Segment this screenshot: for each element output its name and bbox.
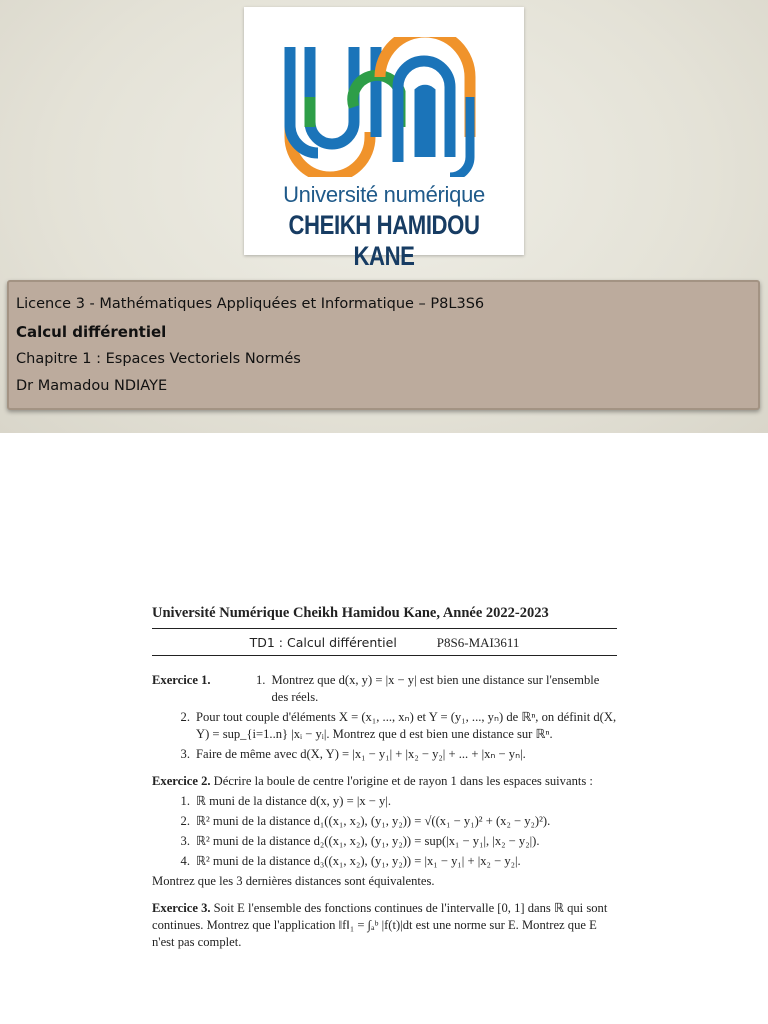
exercise-title: Exercice 2.: [152, 774, 211, 788]
author-line: Dr Mamadou NDIAYE: [16, 378, 168, 394]
list-item: ℝ² muni de la distance d₂((x₁, x₂), (y₁, y₂)) = sup(|x₁ − y₁|, |x₂ − y₂|).: [196, 834, 540, 848]
university-logo: [244, 7, 524, 271]
exercise-1: Exercice 1. 1. Montrez que d(x, y) = |x − y| est bien une distance sur l'ensemble des réels. 2. Pour tout couple d'éléments X = (x₁, ..., xₙ) et Y = (y₁, ..., yₙ) de ℝⁿ, on définit d(X, Y) = sup_{i=1..n} |xᵢ − yᵢ|. Montrez que d est bien une distance sur ℝⁿ. 3. Faire de même avec d(X, Y) = |x₁ − y₁| + |x₂ − y₂| + ... + |xₙ − yₙ|.: [152, 673, 617, 761]
list-item: Faire de même avec d(X, Y) = |x₁ − y₁| + |x₂ − y₂| + ... + |xₙ − yₙ|.: [196, 747, 526, 761]
exercise-3: [152, 900, 617, 951]
list-item: Pour tout couple d'éléments X = (x₁, ..., xₙ) et Y = (y₁, ..., yₙ) de ℝⁿ, on définit d(X, Y) = sup_{i=1..n} |xᵢ − yᵢ|. Montrez que d est bien une distance sur ℝⁿ.: [196, 710, 617, 741]
list-item: ℝ² muni de la distance d₃((x₁, x₂), (y₁, y₂)) = |x₁ − y₁| + |x₂ − y₂|.: [196, 854, 521, 868]
sheet-subheader: [152, 629, 617, 656]
list-item: ℝ² muni de la distance d₁((x₁, x₂), (y₁, y₂)) = √((x₁ − y₁)² + (x₂ − y₂)²).: [196, 814, 551, 828]
course-code: P8S6-MAI3611: [436, 635, 520, 650]
list-item: ℝ muni de la distance d(x, y) = |x − y|.: [196, 794, 392, 808]
exercise-conclusion: Montrez que les 3 dernières distances sont équivalentes.: [152, 874, 435, 888]
exercise-title: Exercice 1.: [152, 673, 211, 687]
program-line: Licence 3 - Mathématiques Appliquées et Informatique – P8L3S6: [16, 296, 485, 312]
un-monogram-icon: [280, 37, 488, 177]
list-item: Montrez que d(x, y) = |x − y| est bien une distance sur l'ensemble des réels.: [271, 673, 600, 704]
exercise-title: Exercice 3.: [152, 901, 211, 915]
exercise-sheet: [152, 605, 617, 951]
logo-founder-name: CHEIKH HAMIDOU KANE: [288, 210, 480, 271]
exercise-intro: Soit E l'ensemble des fonctions continues de l'intervalle [0, 1] dans ℝ qui sont continues. Montrez que l'application ‖f‖₁ = ∫ₐᵇ |f(t)|dt est une norme sur E. Montrez que E n'est pas complet.: [152, 901, 608, 949]
exercise-intro: Décrire la boule de centre l'origine et de rayon 1 dans les espaces suivants :: [213, 774, 593, 788]
sheet-header: Université Numérique Cheikh Hamidou Kane, Année 2022-2023: [152, 605, 617, 629]
exercise-2: Exercice 2. Décrire la boule de centre l'origine et de rayon 1 dans les espaces suivants : 1. ℝ muni de la distance d(x, y) = |x − y|. 2. ℝ² muni de la distance d₁((x₁, x₂), (y₁, y₂)) = √((x₁ − y₁)² + (x₂ − y₂)²). 3. ℝ² muni de la distance d₂((x₁, x₂), (y₁, y₂)) = sup(|x₁ − y₁|, |x₂ − y₂|). 4. ℝ² muni de la distance d₃((x₁, x₂), (y₁, y₂)) = |x₁ − y₁| + |x₂ − y₂|. Montrez que les 3 dernières distances sont équivalentes.: [152, 773, 617, 890]
logo-university-name: Université numérique: [283, 182, 485, 207]
cover-slide: [0, 0, 768, 433]
course-info-box: [7, 280, 760, 410]
chapter-line: Chapitre 1 : Espaces Vectoriels Normés: [16, 351, 301, 367]
td-title: TD1 : Calcul différentiel: [249, 635, 397, 650]
course-title: Calcul différentiel: [16, 323, 167, 341]
